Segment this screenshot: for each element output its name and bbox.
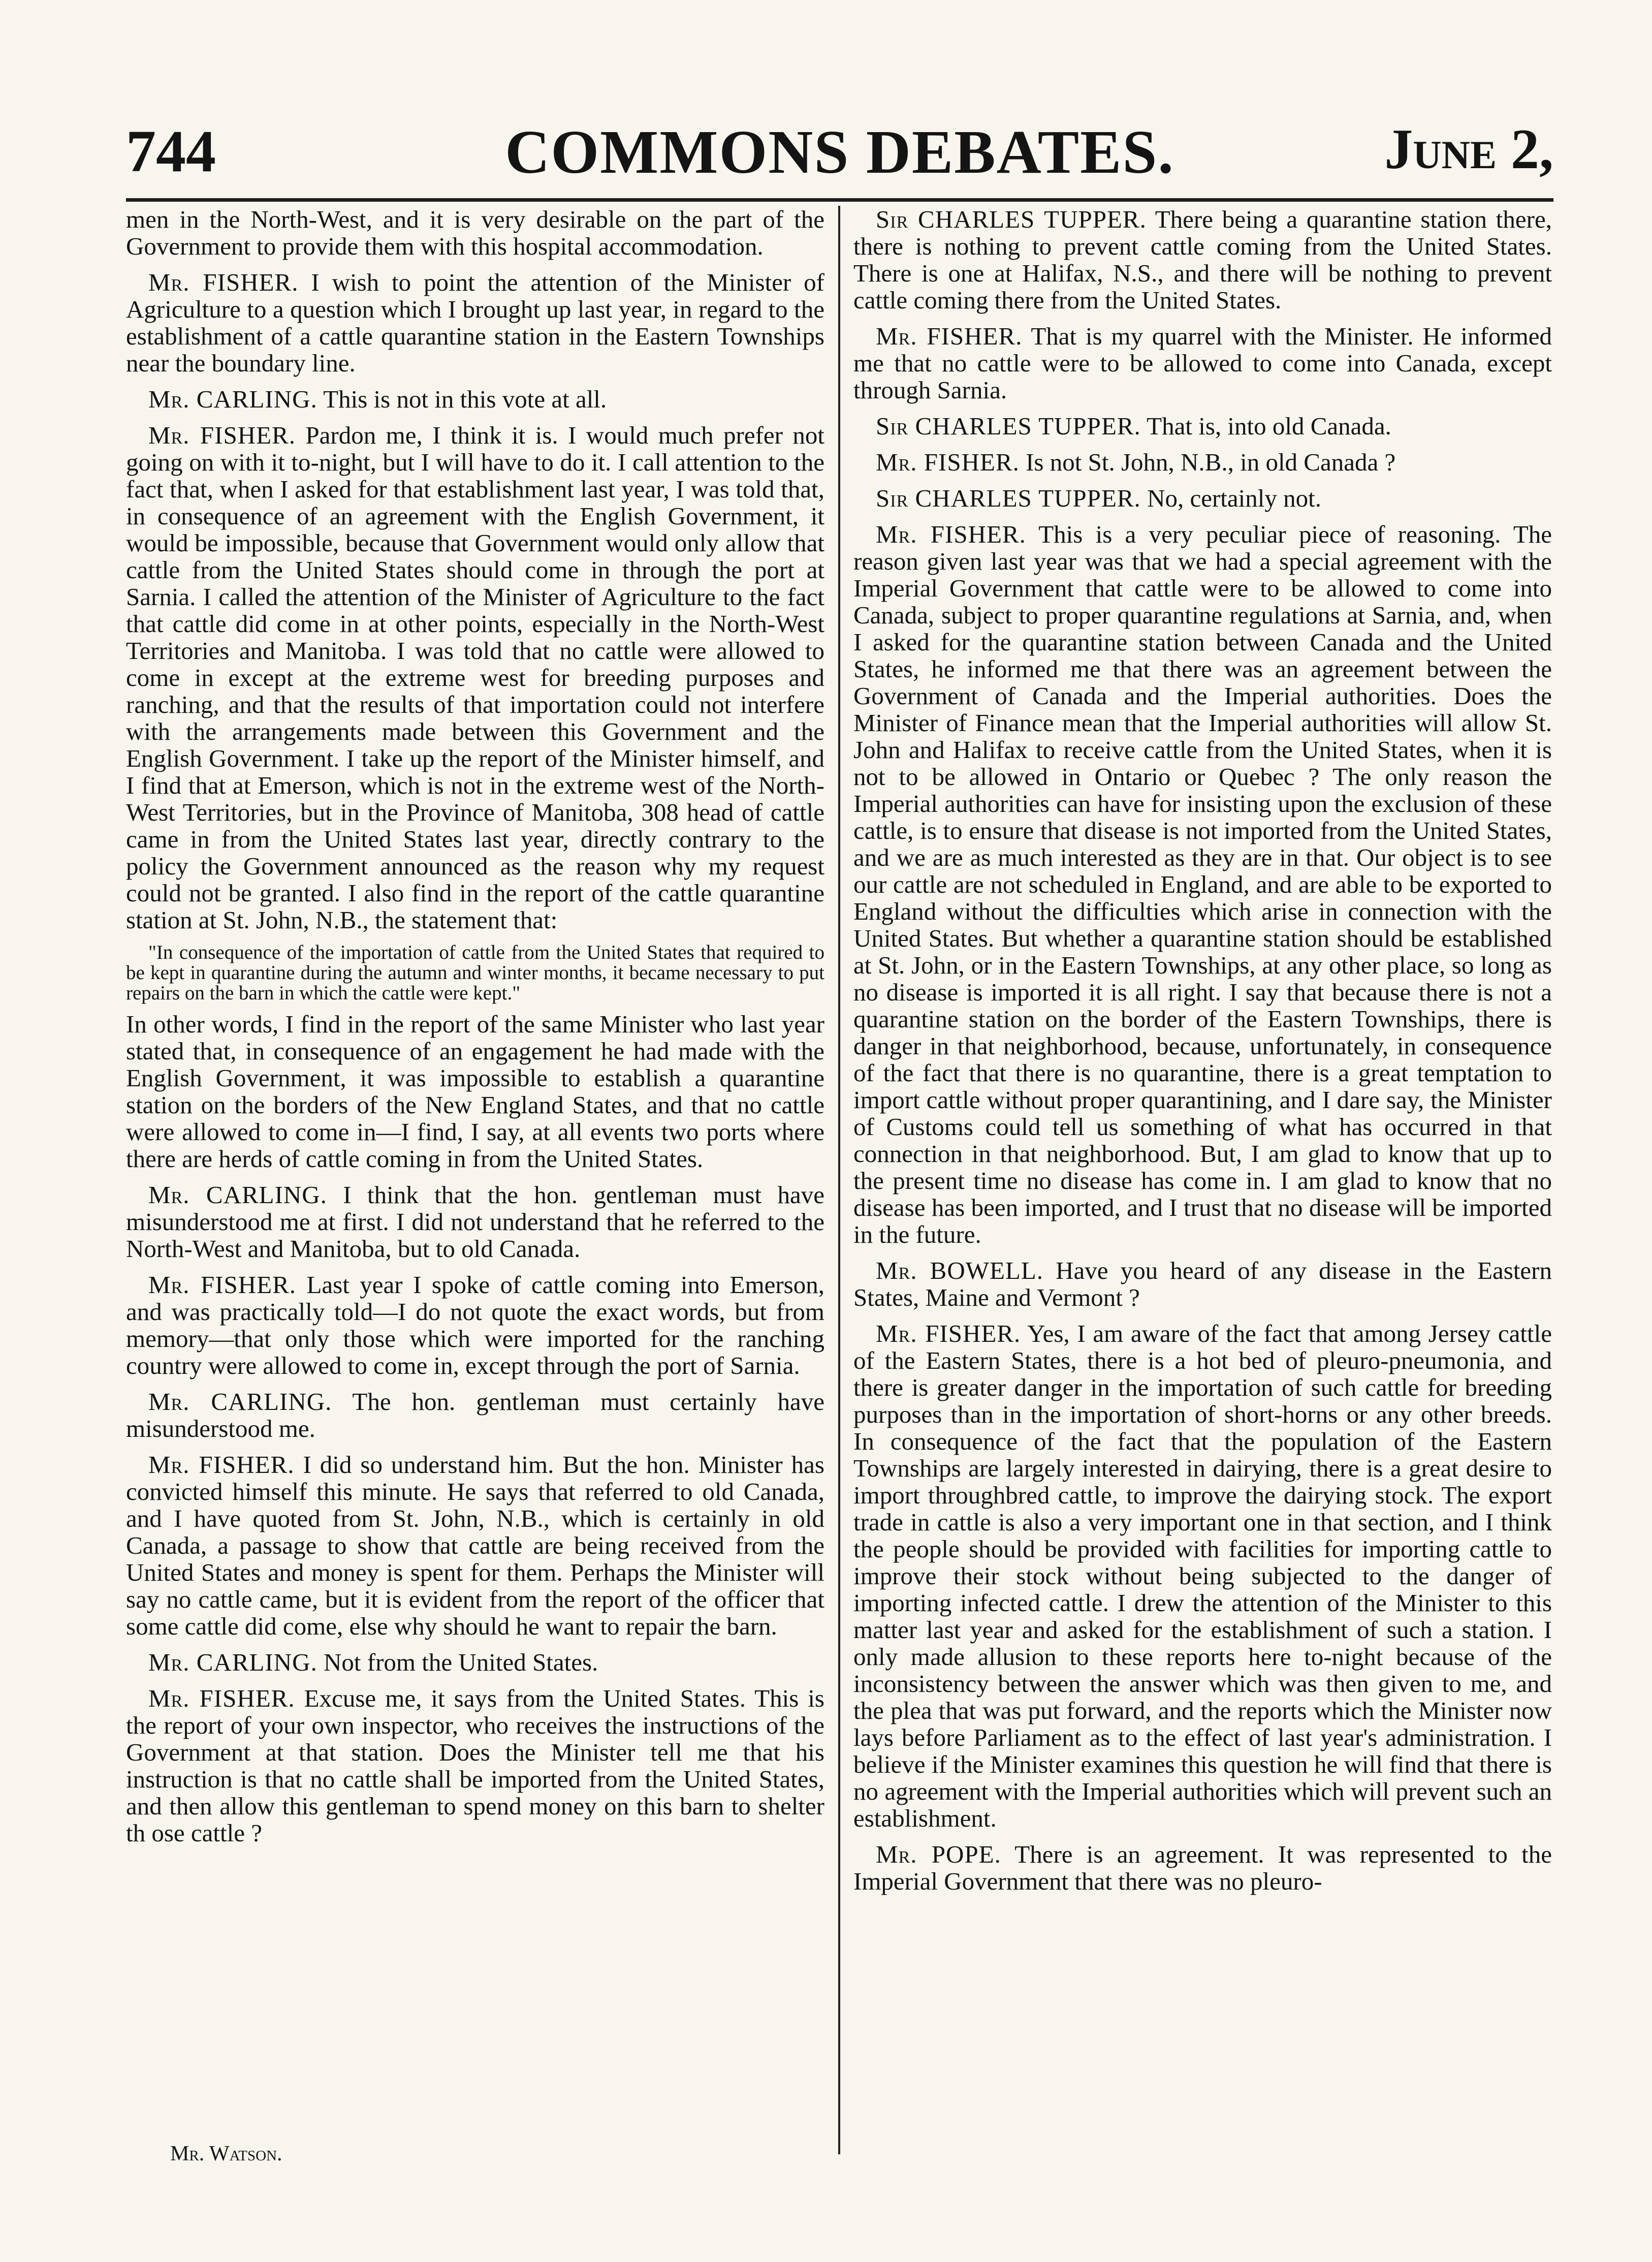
speaker-name: Mr. FISHER. bbox=[876, 1320, 1021, 1347]
page-date: June 2, bbox=[1384, 118, 1553, 181]
paragraph: In other words, I find in the report of the same Minister who last year stated that, in consequence of an engagement he had made with the English Government, it was impossible to establish a quarantine station on the borders of the New England States, and that no cattle were allowed to come in—I find, I say, at all events two ports where there are herds of cattle coming in from the United States. bbox=[126, 1010, 824, 1173]
paragraph: Mr. FISHER. This is a very peculiar piece of reasoning. The reason given last year was that we had a special agreement with the Imperial Government that cattle were to be allowed to come into Canada, subject to proper quarantine regulations at Sarnia, and, when I asked for the quarantine station between Canada and the United States, he informed me that there was an agreement between the Government of Canada and the Imperial authorities. Does the Minister of Finance mean that the Imperial authorities will allow St. John and Halifax to receive cattle from the United States, when it is not to be allowed in Ontario or Quebec ? The only reason the Imperial authorities can have for insisting upon the exclusion of these cattle, is to ensure that disease is not imported from the United States, and we are as much interested as they are in that. Our object is to see our cattle are not scheduled in England, and are able to be exported to England without the difficulties which arise in connection with the United States. But whether a quarantine station should be established at St. John, or in the Eastern Townships, at any other place, so long as no disease is imported it is all right. I say that because there is not a quarantine station on the border of the Eastern Townships, there is danger in that neighborhood, because, unfortunately, in consequence of the fact that there is no quarantine, there is a great temptation to import cattle without proper quarantining, and I dare say, the Minister of Customs could tell us something of what has occurred in that connection in that neighborhood. But, I am glad to know that up to the present time no disease has come in. I am glad to know that no disease has been imported, and I trust that no disease will be imported in the future. bbox=[853, 520, 1552, 1248]
paragraph: Mr. FISHER. Is not St. John, N.B., in old Canada ? bbox=[876, 448, 1396, 476]
speaker-name: Mr. CARLING. bbox=[148, 385, 317, 413]
speaker-name: Mr. CARLING. bbox=[148, 1648, 317, 1676]
speaker-name: Mr. FISHER. bbox=[148, 1451, 295, 1479]
quoted-passage: "In consequence of the importation of cattle from the United States that required to be kept in quarantine during the autumn and winter months, it became necessary to put repairs on the barn in which the cattle were kept." bbox=[126, 941, 824, 1004]
paragraph: Mr. FISHER. I wish to point the attention of the Minister of Agriculture to a question which I brought up last year, in regard to the establishment of a cattle quarantine station in the Eastern Townships near the boundary line. bbox=[126, 268, 824, 377]
paragraph: Mr. CARLING. The hon. gentleman must certainly have misunderstood me. bbox=[126, 1388, 824, 1442]
speaker-name: Mr. FISHER. bbox=[876, 322, 1023, 350]
header-rule bbox=[126, 198, 1553, 202]
speaker-name: Mr. FISHER. bbox=[148, 1271, 297, 1299]
speaker-name: Mr. POPE. bbox=[876, 1840, 1001, 1868]
paragraph: Mr. BOWELL. Have you heard of any disease in the Eastern States, Maine and Vermont ? bbox=[853, 1256, 1552, 1311]
paragraph: Sir CHARLES TUPPER. That is, into old Canada. bbox=[876, 412, 1391, 440]
publication-title: COMMONS DEBATES. bbox=[505, 118, 1174, 186]
paragraph: Sir CHARLES TUPPER. There being a quarantine station there, there is nothing to prevent cattle coming from the United States. There is one at Halifax, N.S., and there will be nothing to prevent cattle coming there from the United States. bbox=[853, 205, 1552, 314]
speaker-name: Mr. CARLING. bbox=[148, 1388, 332, 1416]
speaker-name: Mr. BOWELL. bbox=[876, 1256, 1044, 1284]
paragraph: Mr. CARLING. Not from the United States. bbox=[148, 1648, 598, 1676]
paragraph: Mr. CARLING. I think that the hon. gentleman must have misunderstood me at first. I did not understand that he referred to the North-West and Manitoba, but to old Canada. bbox=[126, 1181, 824, 1263]
paragraph: Mr. FISHER. Excuse me, it says from the United States. This is the report of your own inspector, who receives the instructions of the Government at that station. Does the Minister tell me that his instruction is that no cattle shall be imported from the United States, and then allow this gentleman to spend money on this barn to shelter th ose cattle ? bbox=[126, 1684, 824, 1847]
column-divider bbox=[838, 206, 840, 2154]
speaker-name: Mr. FISHER. bbox=[876, 448, 1020, 476]
page-number: 744 bbox=[126, 118, 216, 184]
paragraph: Mr. CARLING. This is not in this vote at all. bbox=[148, 385, 607, 413]
speaker-name: Mr. CARLING. bbox=[148, 1181, 327, 1209]
paragraph: Mr. FISHER. That is my quarrel with the Minister. He informed me that no cattle were to be allowed to come into Canada, except through Sarnia. bbox=[853, 322, 1552, 404]
footer-signature: Mr. Watson. bbox=[170, 2142, 282, 2165]
speaker-name: Mr. FISHER. bbox=[148, 1684, 295, 1712]
speaker-name: Mr. FISHER. bbox=[148, 421, 296, 449]
speaker-name: Sir CHARLES TUPPER. bbox=[876, 205, 1147, 233]
paragraph: Mr. FISHER. Yes, I am aware of the fact that among Jersey cattle of the Eastern States, there is a hot bed of pleuro-pneumonia, and there is greater danger in the importation of such cattle for breeding purposes than in the importation of short-horns or any other breeds. In consequence of the fact that the population of the Eastern Townships are largely interested in dairying, there is a great desire to import throughbred cattle, to improve the dairying stock. The export trade in cattle is also a very important one in that section, and I think the people should be provided with facilities for importing cattle to improve their stock without being subjected to the danger of importing infected cattle. I drew the attention of the Minister to this matter last year and asked for the establishment of such a station. I only made allusion to these reports here to-night because of the inconsistency between the answer which was then given to me, and the plea that was put forward, and the reports which the Minister now lays before Parliament as to the effect of last year's administration. I believe if the Minister examines this question he will find that there is no agreement with the Imperial authorities which will prevent such an establishment. bbox=[853, 1320, 1552, 1832]
page-header bbox=[126, 117, 1553, 193]
paragraph: Mr. FISHER. Last year I spoke of cattle coming into Emerson, and was practically told—I do not quote the exact words, but from memory—that only those which were imported for the ranching country were allowed to come in, except through the port of Sarnia. bbox=[126, 1271, 824, 1379]
speaker-name: Sir CHARLES TUPPER. bbox=[876, 412, 1141, 440]
paragraph: Sir CHARLES TUPPER. No, certainly not. bbox=[876, 484, 1321, 512]
speaker-name: Sir CHARLES TUPPER. bbox=[876, 484, 1141, 512]
paragraph: Mr. FISHER. Pardon me, I think it is. I would much prefer not going on with it to-night, but I will have to do it. I call attention to the fact that, when I asked for that establishment last year, I was told that, in consequence of an agreement with the English Government, it would be impossible, because that Government would only allow that cattle from the United States should come in through the port at Sarnia. I called the attention of the Minister of Agriculture to the fact that cattle did come in at other points, especially in the North-West Territories and Manitoba. I was told that no cattle were allowed to come in except at the extreme west for breeding purposes and ranching, and that the results of that importation could not interfere with the arrangements made between this Government and the English Government. I take up the report of the Minister himself, and I find that at Emerson, which is not in the extreme west of the North-West Territories, but in the Province of Manitoba, 308 head of cattle came in from the United States last year, directly contrary to the policy the Government announced as the reason why my request could not be granted. I also find in the report of the cattle quarantine station at St. John, N.B., the statement that: bbox=[126, 421, 824, 934]
paragraph: men in the North-West, and it is very desirable on the part of the Government to provide them with this hospital accommodation. bbox=[126, 205, 824, 260]
paragraph: Mr. FISHER. I did so understand him. But the hon. Minister has convicted himself this minute. He says that referred to old Canada, and I have quoted from St. John, N.B., which is certainly in old Canada, a passage to show that cattle are being received from the United States and money is spent for them. Perhaps the Minister will say no cattle came, but it is evident from the report of the officer that some cattle did come, else why should he want to repair the barn. bbox=[126, 1451, 824, 1640]
speaker-name: Mr. FISHER. bbox=[148, 268, 299, 296]
right-column bbox=[853, 206, 1552, 1904]
left-column bbox=[126, 206, 824, 1856]
speaker-name: Mr. FISHER. bbox=[876, 520, 1026, 548]
paragraph: Mr. POPE. There is an agreement. It was represented to the Imperial Government that there was no pleuro- bbox=[853, 1840, 1552, 1895]
